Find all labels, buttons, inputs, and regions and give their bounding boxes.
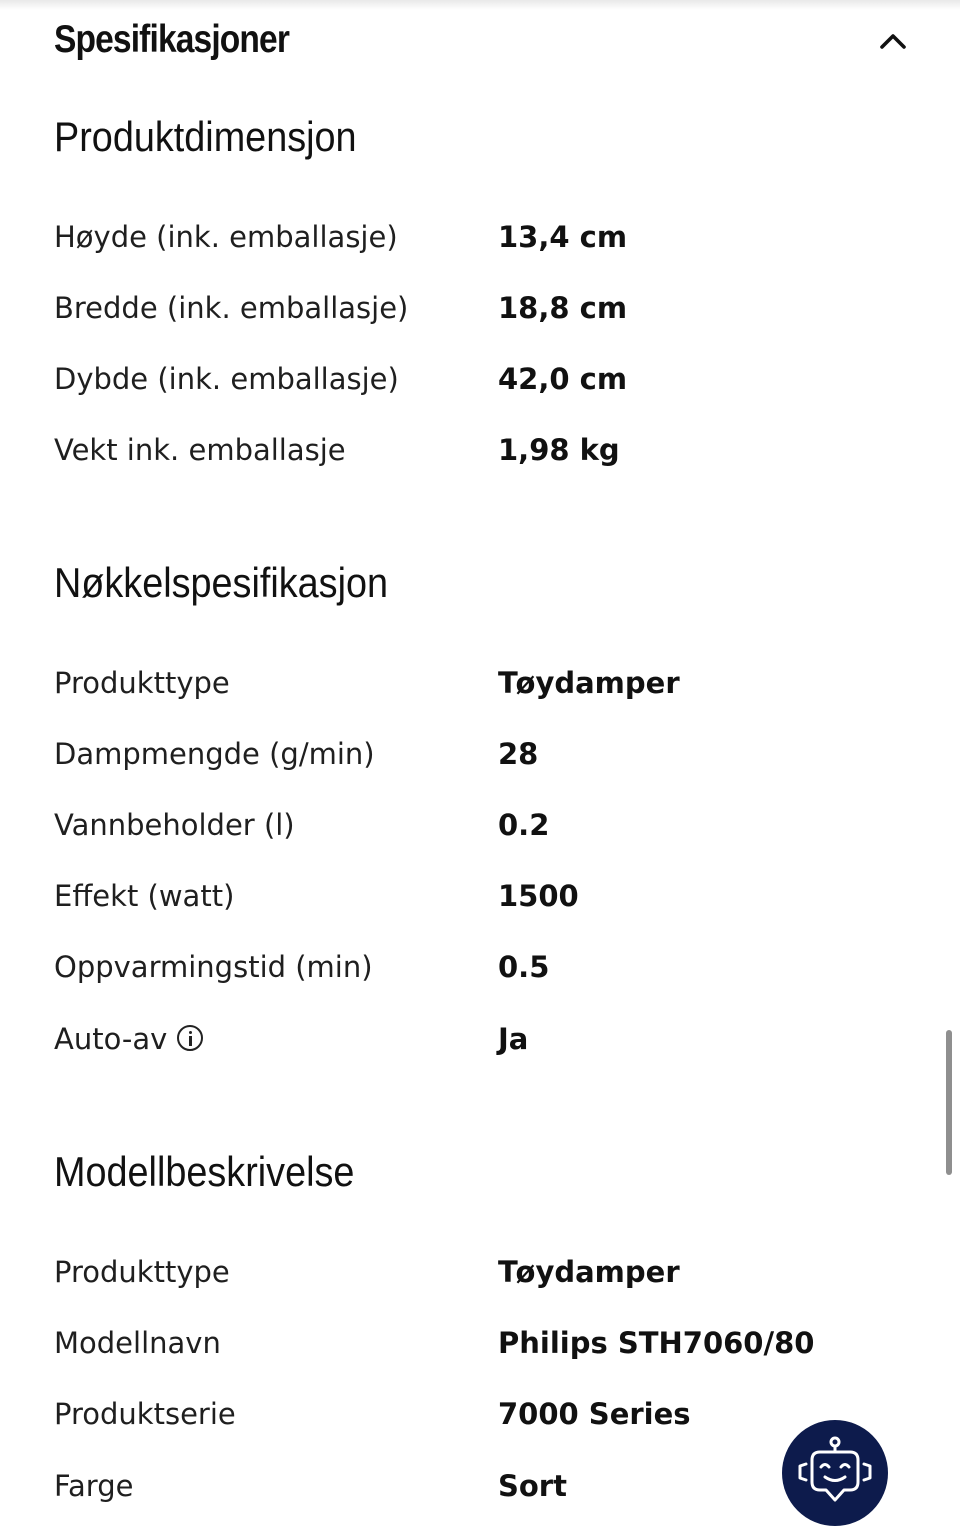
spec-row xyxy=(0,422,960,478)
spec-row xyxy=(0,797,960,853)
spec-row xyxy=(0,868,960,924)
chatbot-button[interactable] xyxy=(782,1420,888,1526)
spec-label: Produktserie xyxy=(54,1397,236,1431)
spec-value: Tøydamper xyxy=(498,666,680,700)
spec-label: Produkttype xyxy=(54,666,230,700)
spec-row xyxy=(0,1011,960,1067)
spec-label: Dybde (ink. emballasje) xyxy=(54,362,399,396)
spec-row xyxy=(0,655,960,711)
spec-value: 13,4 cm xyxy=(498,220,628,254)
spec-row xyxy=(0,280,960,336)
spec-value: 1,98 kg xyxy=(498,433,620,467)
specifications-header[interactable] xyxy=(0,0,960,80)
spec-value: Sort xyxy=(498,1469,567,1503)
section-title-nokkelspesifikasjon: Nøkkelspesifikasjon xyxy=(54,559,389,606)
spec-label: Produkttype xyxy=(54,1255,230,1289)
chatbot-robot-icon xyxy=(782,1420,888,1526)
spec-row xyxy=(0,351,960,407)
spec-value: Tøydamper xyxy=(498,1255,680,1289)
spec-label-with-info xyxy=(54,1011,203,1067)
spec-value: 1500 xyxy=(498,879,579,913)
spec-label: Farge xyxy=(54,1469,134,1503)
spec-value: 18,8 cm xyxy=(498,291,628,325)
spec-value: 42,0 cm xyxy=(498,362,628,396)
spec-value: 0.5 xyxy=(498,950,550,984)
spec-row xyxy=(0,1315,960,1371)
info-icon[interactable] xyxy=(177,1025,203,1051)
spec-label: Effekt (watt) xyxy=(54,879,235,913)
scrollbar-thumb[interactable] xyxy=(946,1030,952,1175)
spec-value: Ja xyxy=(498,1022,529,1056)
spec-label-text: Auto-av xyxy=(54,1022,168,1056)
spec-row xyxy=(0,726,960,782)
spec-label: Oppvarmingstid (min) xyxy=(54,950,373,984)
chevron-up-icon xyxy=(879,30,907,52)
spec-value: 28 xyxy=(498,737,539,771)
spec-label: Dampmengde (g/min) xyxy=(54,737,375,771)
section-title-modellbeskrivelse: Modellbeskrivelse xyxy=(54,1148,355,1195)
spec-row xyxy=(0,1244,960,1300)
specifications-title: Spesifikasjoner xyxy=(54,18,290,61)
spec-label: Vekt ink. emballasje xyxy=(54,433,346,467)
collapse-button[interactable] xyxy=(866,20,920,62)
spec-label: Modellnavn xyxy=(54,1326,221,1360)
spec-row xyxy=(0,939,960,995)
spec-label: Bredde (ink. emballasje) xyxy=(54,291,409,325)
spec-label: Vannbeholder (l) xyxy=(54,808,295,842)
spec-label: Høyde (ink. emballasje) xyxy=(54,220,398,254)
spec-value: 0.2 xyxy=(498,808,550,842)
spec-value: 7000 Series xyxy=(498,1397,691,1431)
spec-value: Philips STH7060/80 xyxy=(498,1326,815,1360)
section-title-produktdimensjon: Produktdimensjon xyxy=(54,113,357,160)
spec-row xyxy=(0,209,960,265)
